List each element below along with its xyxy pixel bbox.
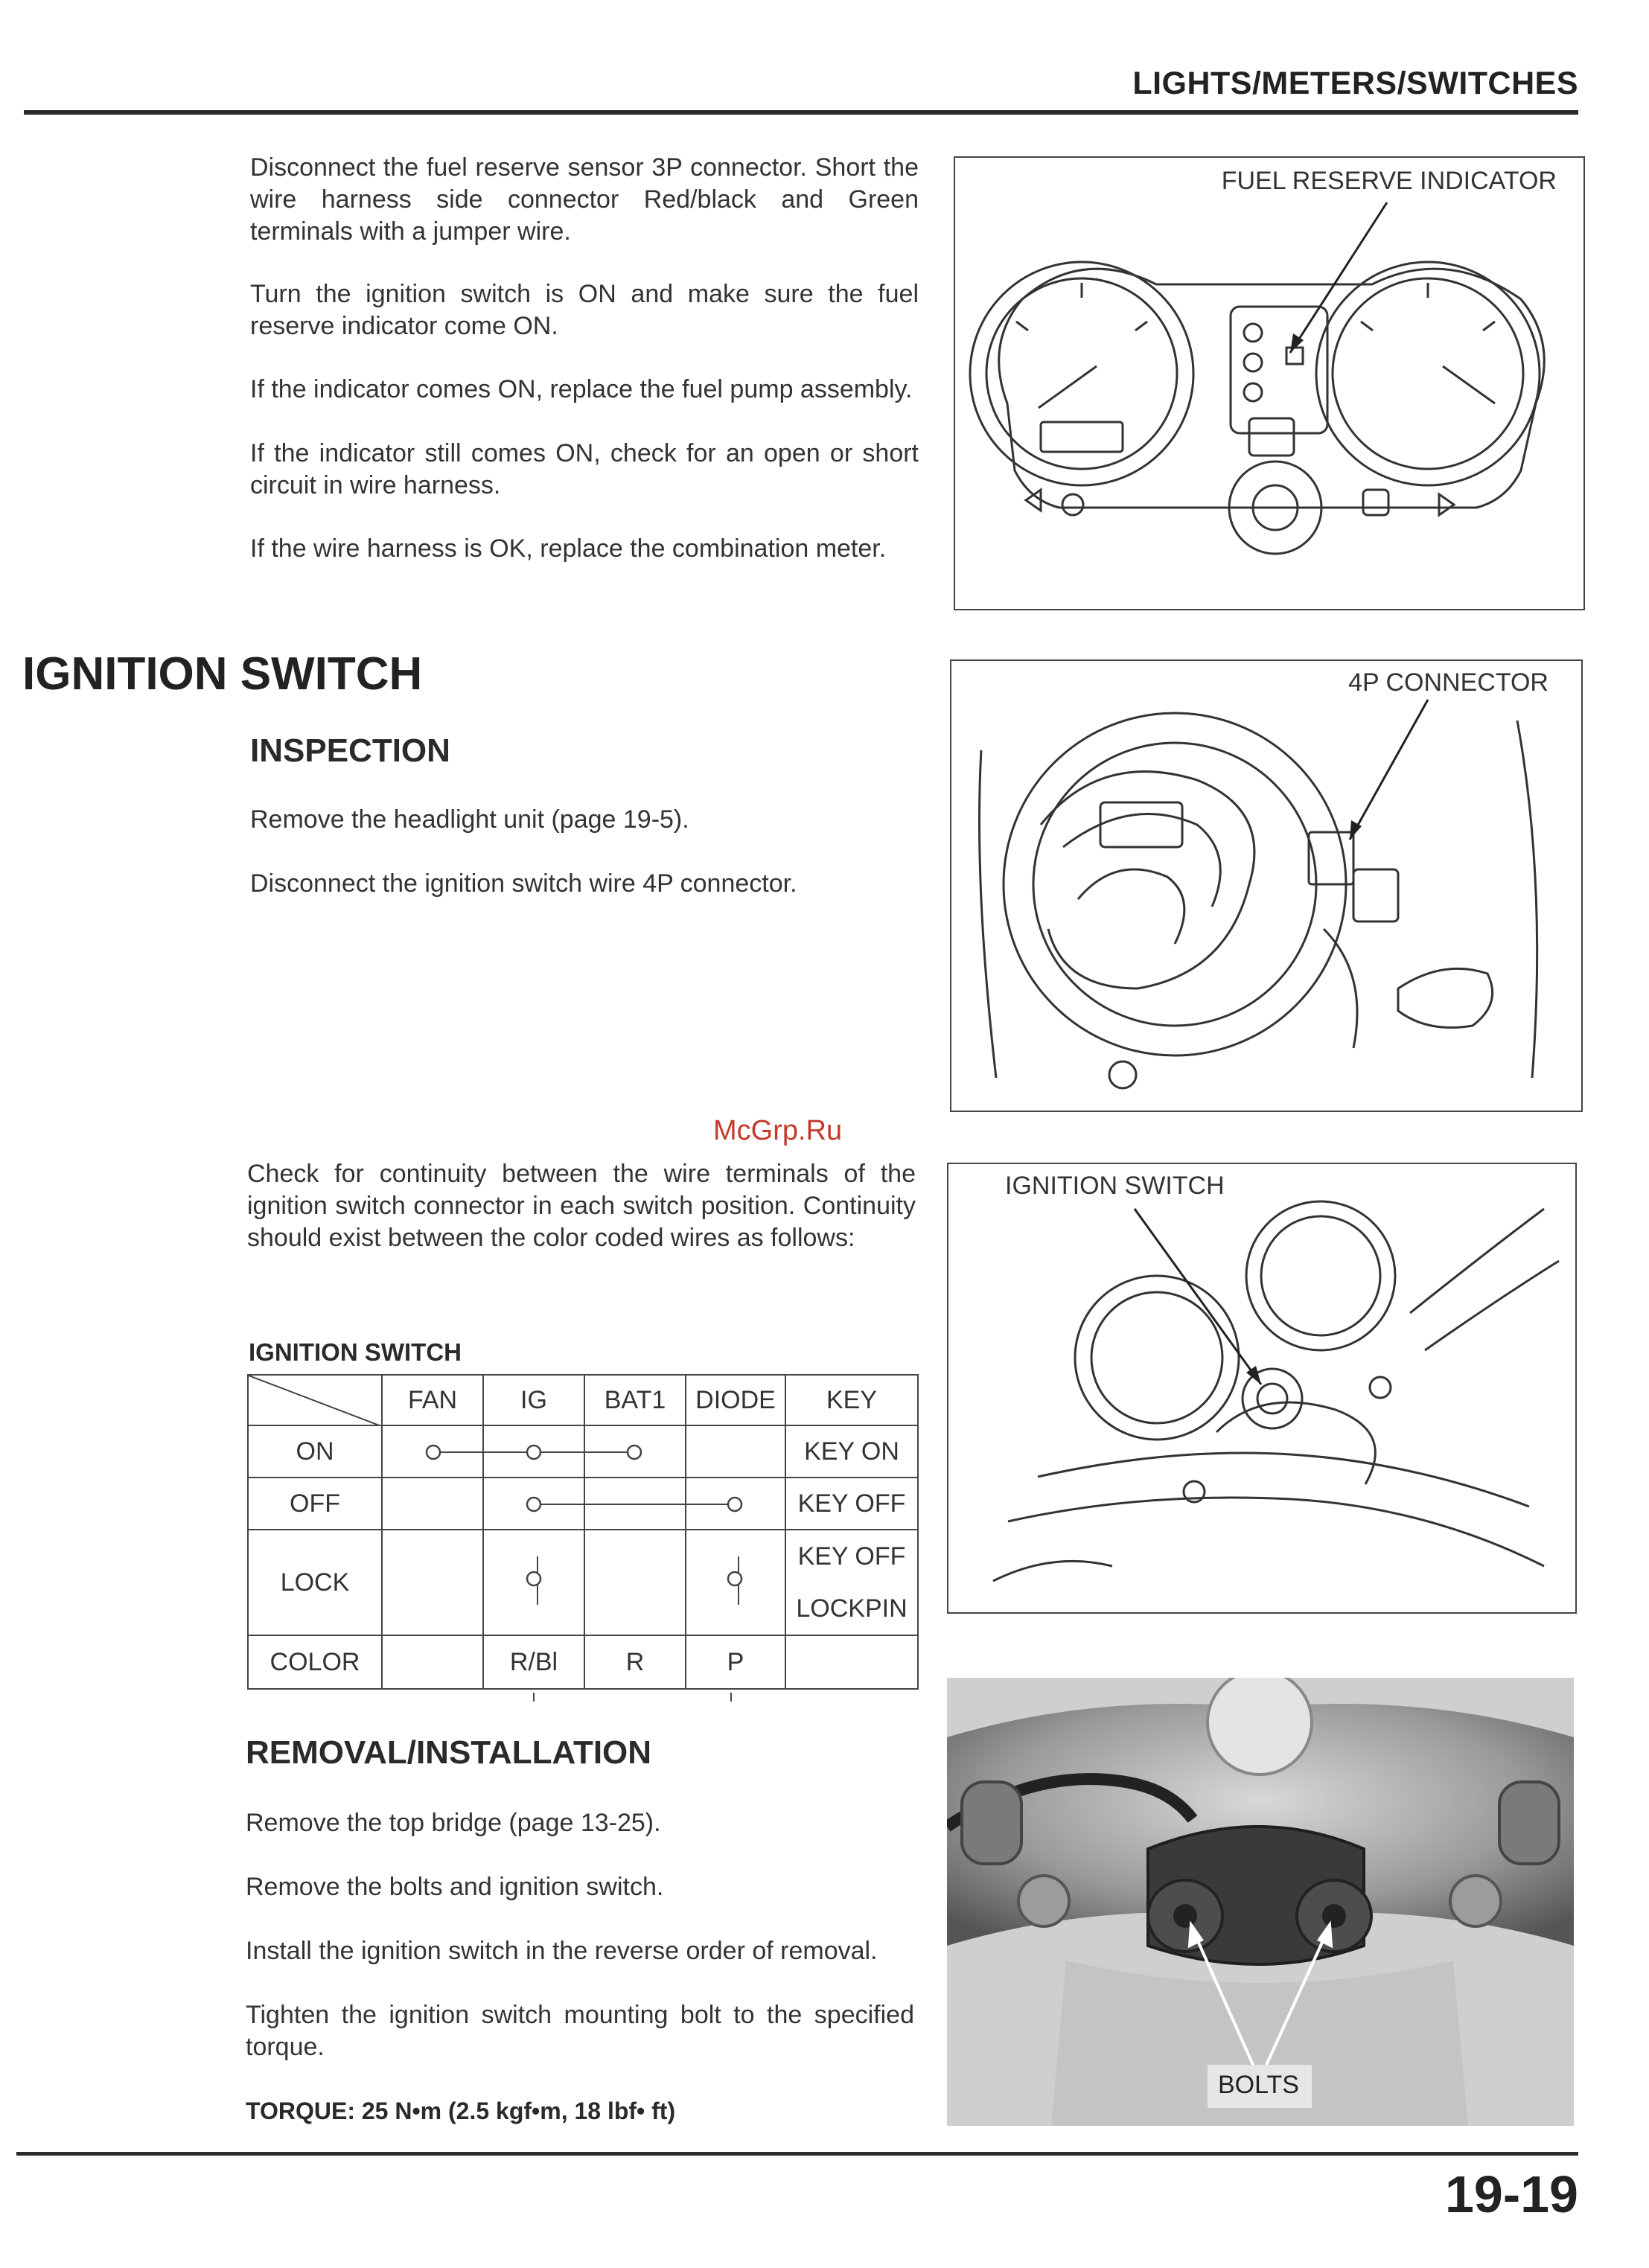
fuel-para-4: If the indicator still comes ON, check for an open or short circuit in wire harness. [250, 439, 919, 499]
torque-spec: TORQUE: 25 N•m (2.5 kgf•m, 18 lbf• ft) [246, 2098, 676, 2124]
col-header-diode: DIODE [686, 1375, 785, 1425]
section-header: LIGHTS/METERS/SWITCHES [1132, 66, 1578, 101]
removal-step-3: Install the ignition switch in the reverse order of removal. [246, 1937, 878, 1965]
color-ig: R/Bl [483, 1635, 584, 1689]
bolts-photo [947, 1678, 1574, 2126]
row-key-off: KEY OFF [785, 1478, 918, 1530]
bolts-photo-illustration [947, 1678, 1574, 2126]
continuity-text: Check for continuity between the wire terminals of the ignition switch connector in each switch position. Continuity should exist between the color coded wires as follows: [247, 1160, 916, 1252]
top-rule [24, 110, 1578, 115]
removal-step-2: Remove the bolts and ignition switch. [246, 1873, 664, 1901]
col-header-ig: IG [483, 1375, 584, 1425]
col-header-fan: FAN [382, 1375, 483, 1425]
color-bat1: R [584, 1635, 686, 1689]
fuel-reserve-callout: FUEL RESERVE INDICATOR [1221, 167, 1557, 195]
inspection-step-2: Disconnect the ignition switch wire 4P connector. [250, 869, 797, 898]
meter-illustration [955, 158, 1583, 609]
bolts-callout: BOLTS [1218, 2071, 1299, 2099]
ignition-switch-illustration [948, 1164, 1575, 1612]
removal-step-1: Remove the top bridge (page 13-25). [246, 1809, 661, 1837]
connector-callout: 4P CONNECTOR [1348, 668, 1548, 697]
inspection-step-1: Remove the headlight unit (page 19-5). [250, 805, 689, 834]
connector-illustration [951, 661, 1581, 1111]
table-caption: IGNITION SWITCH [249, 1338, 462, 1366]
inspection-title: INSPECTION [250, 732, 450, 769]
row-label-color: COLOR [248, 1635, 382, 1689]
combination-meter-figure [954, 156, 1585, 610]
bottom-rule [16, 2152, 1578, 2156]
row-label-on: ON [248, 1425, 382, 1478]
connector-figure [950, 659, 1583, 1112]
fuel-para-2: Turn the ignition switch is ON and make sure the fuel reserve indicator come ON. [250, 280, 919, 340]
row-key-lock-pin: LOCKPIN [796, 1594, 908, 1623]
row-label-lock: LOCK [248, 1530, 382, 1635]
fuel-para-3: If the indicator comes ON, replace the fuel pump assembly. [250, 375, 913, 403]
ignition-switch-callout: IGNITION SWITCH [1005, 1172, 1225, 1200]
col-header-bat1: BAT1 [584, 1375, 686, 1425]
page-number: 19-19 [1444, 2165, 1578, 2223]
col-header-key: KEY [785, 1375, 918, 1425]
ignition-switch-figure [947, 1163, 1577, 1614]
row-label-off: OFF [248, 1478, 382, 1530]
continuity-connections [247, 1374, 917, 1702]
removal-title: REMOVAL/INSTALLATION [246, 1734, 652, 1771]
section-title: IGNITION SWITCH [22, 648, 423, 700]
fuel-para-5: If the wire harness is OK, replace the combination meter. [250, 534, 887, 563]
fuel-para-1: Disconnect the fuel reserve sensor 3P connector. Short the wire harness side connector Red/black and Green terminals with a jumper wire. [250, 153, 919, 246]
watermark: McGrp.Ru [713, 1115, 843, 1146]
color-diode: P [686, 1635, 785, 1689]
row-key-lock-off: KEY OFF [797, 1542, 906, 1571]
removal-step-4: Tighten the ignition switch mounting bolt to the specified torque. [246, 2001, 914, 2061]
row-key-on: KEY ON [785, 1425, 918, 1478]
